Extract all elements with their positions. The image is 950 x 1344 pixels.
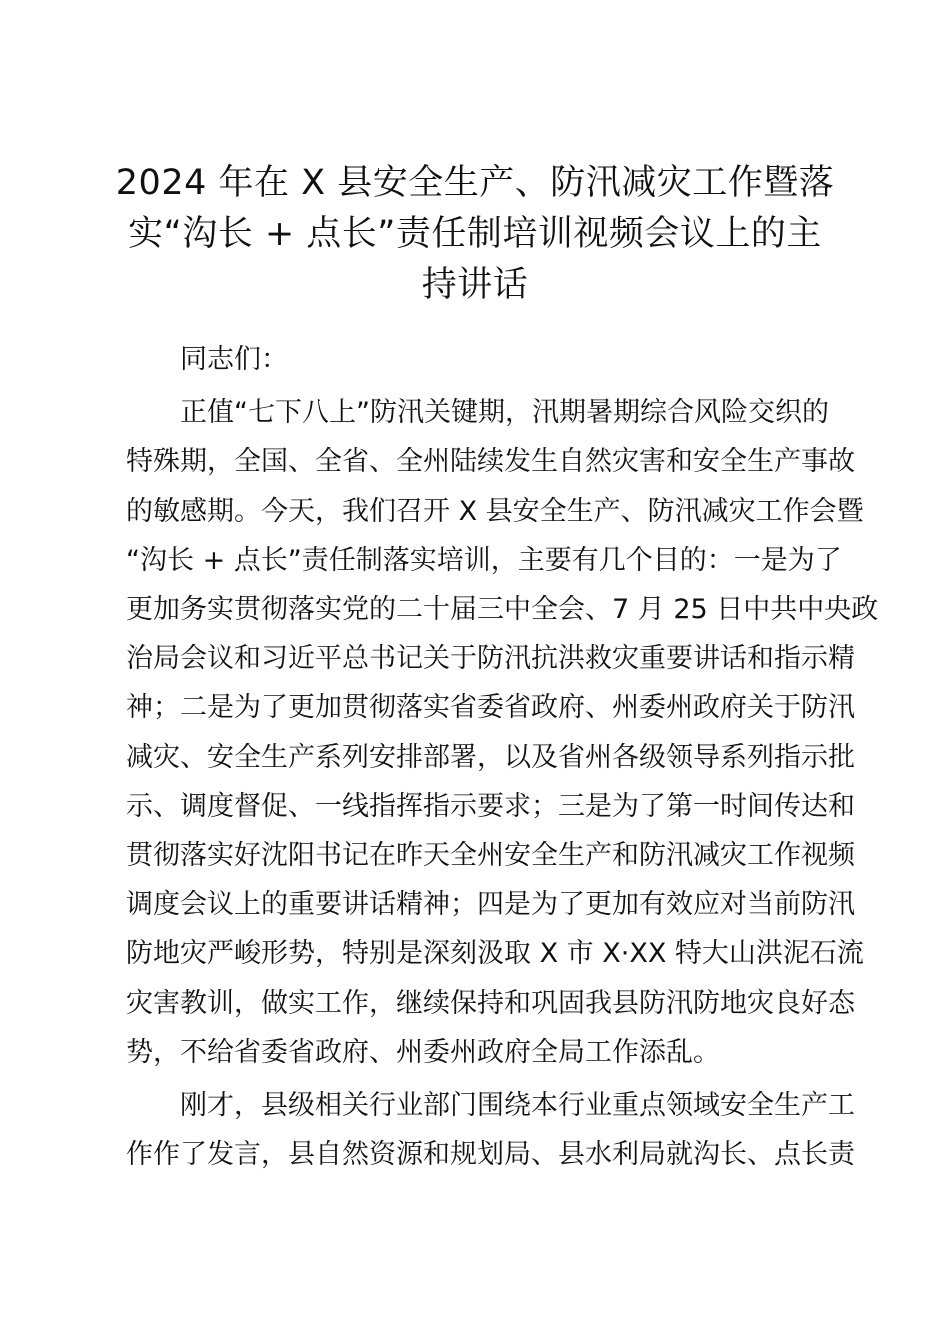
paragraph-line: 势，不给省委省政府、州委州政府全局工作添乱。 (126, 1036, 720, 1068)
title-line: 2024 年在 X 县安全生产、防汛减灾工作暨落 (115, 163, 835, 203)
paragraph-line: 刚才，县级相关行业部门围绕本行业重点领域安全生产工 (180, 1090, 855, 1122)
paragraph-line: 防地灾严峻形势，特别是深刻汲取 X 市 X·XX 特大山洪泥石流 (126, 938, 864, 970)
paragraph-line: 作作了发言，县自然资源和规划局、县水利局就沟长、点长责 (126, 1139, 855, 1171)
paragraph-line: 正值“七下八上”防汛关键期，汛期暑期综合风险交织的 (180, 397, 829, 429)
paragraph-1 (126, 388, 879, 1077)
paragraph-line: 减灾、安全生产系列安排部署，以及省州各级领导系列指示批 (126, 741, 855, 773)
paragraph-line: 示、调度督促、一线指挥指示要求；三是为了第一时间传达和 (126, 790, 855, 822)
paragraph-line: “沟长 + 点长”责任制落实培训，主要有几个目的：一是为了 (126, 544, 842, 576)
paragraph-2 (126, 1081, 855, 1179)
paragraph-line: 治局会议和习近平总书记关于防汛抗洪救灾重要讲话和指示精 (126, 643, 855, 675)
title-line: 持讲话 (421, 265, 529, 305)
paragraph-line: 更加务实贯彻落实党的二十届三中全会、7 月 25 日中共中央政 (126, 594, 879, 626)
paragraph-line: 调度会议上的重要讲话精神；四是为了更加有效应对当前防汛 (126, 889, 855, 921)
paragraph-line: 贯彻落实好沈阳书记在昨天全州安全生产和防汛减灾工作视频 (126, 840, 855, 872)
salutation: 同志们： (180, 344, 288, 375)
paragraph-line: 的敏感期。今天，我们召开 X 县安全生产、防汛减灾工作会暨 (126, 495, 864, 527)
paragraph-line: 特殊期，全国、全省、全州陆续发生自然灾害和安全生产事故 (126, 446, 855, 478)
paragraph-line: 神；二是为了更加贯彻落实省委省政府、州委州政府关于防汛 (126, 692, 855, 724)
title-line: 实“沟长 + 点长”责任制培训视频会议上的主 (128, 214, 822, 254)
document-body (126, 335, 879, 1179)
document-title (110, 158, 840, 311)
paragraph-line: 灾害教训，做实工作，继续保持和巩固我县防汛防地灾良好态 (126, 987, 855, 1019)
